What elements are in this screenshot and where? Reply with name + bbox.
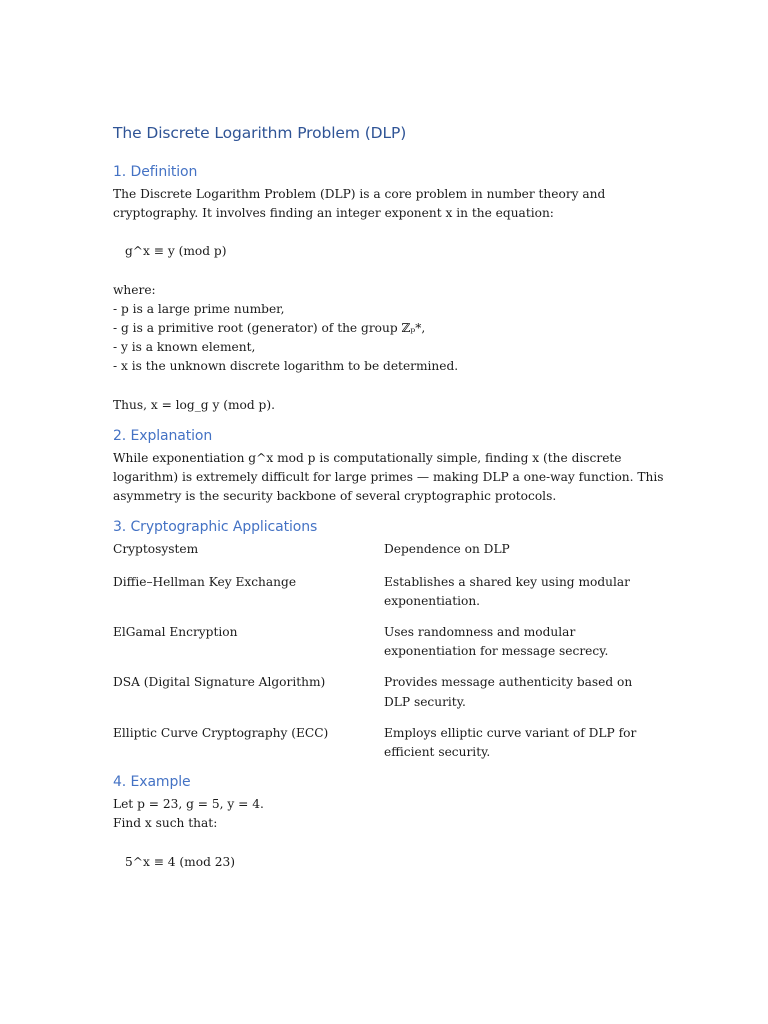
example-heading: 4. Example [113, 774, 191, 791]
definition-bullet: - g is a primitive root (generator) of the group ℤₚ*, [113, 321, 426, 336]
explanation-heading: 2. Explanation [113, 427, 213, 444]
definition-thus: Thus, x = log_g y (mod p). [113, 397, 275, 412]
explanation-line: logarithm) is extremely difficult for large primes — making DLP a one-way function. This [113, 470, 664, 485]
explanation-line: While exponentiation g^x mod p is computationally simple, finding x (the discrete [113, 450, 622, 465]
dependence-line: Establishes a shared key using modular [384, 574, 630, 589]
applications-table [113, 540, 673, 774]
applications-heading: 3. Cryptographic Applications [113, 519, 318, 536]
dependence-line: DLP security. [384, 694, 466, 709]
column-header-cryptosystem: Cryptosystem [113, 542, 199, 557]
definition-intro-line: cryptography. It involves finding an integer exponent x in the equation: [113, 206, 554, 221]
definition-heading: 1. Definition [113, 164, 198, 180]
document-title: The Discrete Logarithm Problem (DLP) [113, 124, 407, 142]
cryptosystem-cell: Diffie–Hellman Key Exchange [113, 574, 297, 589]
explanation-line: asymmetry is the security backbone of several cryptographic protocols. [113, 489, 557, 504]
dependence-line: exponentiation for message secrecy. [384, 644, 609, 659]
dependence-line: exponentiation. [384, 593, 481, 608]
example-equation: 5^x ≡ 4 (mod 23) [125, 854, 236, 869]
definition-bullet: - p is a large prime number, [113, 301, 285, 316]
definition-equation: g^x ≡ y (mod p) [125, 244, 227, 259]
definition-where: where: [113, 282, 156, 297]
table-row [113, 573, 673, 623]
definition-bullet: - y is a known element, [113, 340, 256, 355]
cryptosystem-cell: DSA (Digital Signature Algorithm) [113, 675, 326, 690]
table-header-row [113, 540, 673, 572]
example-line: Let p = 23, g = 5, y = 4. [113, 797, 264, 812]
table-row [113, 673, 673, 723]
dependence-line: Employs elliptic curve variant of DLP for [384, 725, 637, 740]
column-header-dependence: Dependence on DLP [384, 542, 510, 557]
definition-bullet: - x is the unknown discrete logarithm to be determined. [113, 359, 459, 374]
definition-intro-line: The Discrete Logarithm Problem (DLP) is a core problem in number theory and [113, 187, 606, 201]
dependence-cell [384, 623, 673, 673]
dependence-line: Provides message authenticity based on [384, 675, 633, 690]
dependence-cell [384, 673, 673, 723]
cryptosystem-cell: ElGamal Encryption [113, 625, 238, 640]
dependence-line: Uses randomness and modular [384, 625, 576, 640]
table-row [113, 623, 673, 673]
dependence-cell [384, 724, 673, 774]
cryptosystem-cell: Elliptic Curve Cryptography (ECC) [113, 725, 329, 740]
document-content [113, 124, 673, 872]
dependence-cell [384, 573, 673, 623]
table-row [113, 724, 673, 774]
dependence-line: efficient security. [384, 745, 491, 760]
example-line: Find x such that: [113, 816, 218, 831]
